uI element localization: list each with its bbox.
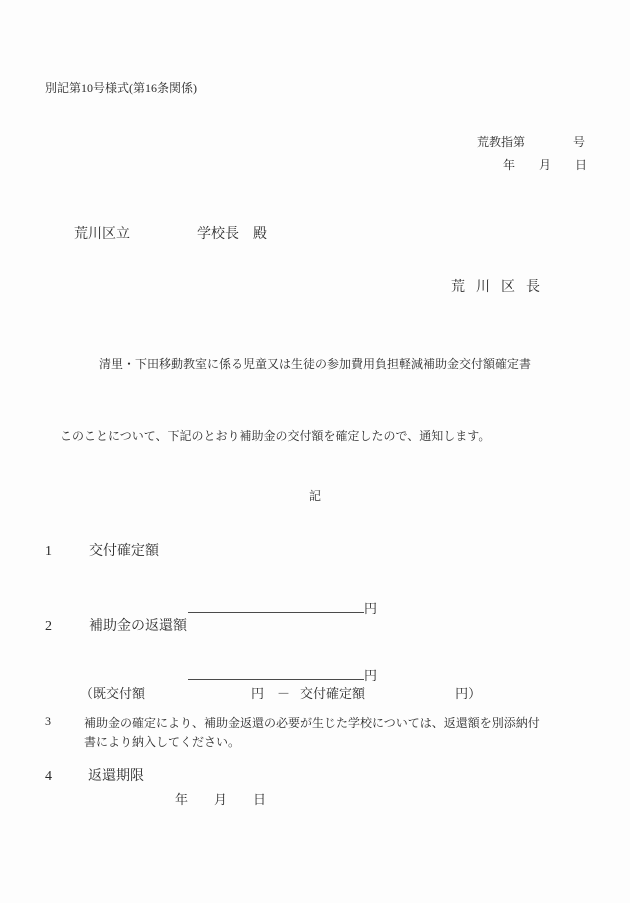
addressee-org: 荒川区立: [74, 227, 130, 242]
body-text: このことについて、下記のとおり補助金の交付額を確定したので、通知します。: [60, 429, 491, 443]
header-date: 年 月 日: [502, 158, 587, 172]
breakdown-label2: 交付確定額: [300, 686, 366, 701]
document-title: 清里・下田移動教室に係る児童又は生徒の参加費用負担軽減補助金交付額確定書: [98, 357, 531, 371]
item2-label: 補助金の返還額: [89, 619, 187, 634]
item1-unit: 円: [364, 601, 378, 616]
item4-label: 返還期限: [88, 769, 144, 784]
item4-number: 4: [45, 769, 52, 784]
breakdown-blank2: [365, 697, 455, 698]
sender-name: 荒川区長: [451, 280, 551, 295]
item4-date: 年 月 日: [175, 792, 267, 807]
record-marker: 記: [308, 489, 321, 503]
item1-number: 1: [45, 544, 52, 559]
breakdown-unit1: 円: [251, 686, 265, 701]
addressee-recipient: 学校長 殿: [197, 227, 267, 242]
breakdown-minus: －: [277, 686, 291, 701]
item1-amount-line: [175, 584, 377, 631]
item2-number: 2: [45, 619, 52, 634]
addressee-blank-space: [130, 237, 197, 238]
addressee-line: [60, 211, 267, 259]
breakdown-blank1: [145, 697, 251, 698]
breakdown-close: 円）: [455, 686, 482, 701]
document-number: 荒教指第 号: [476, 135, 585, 149]
item1-amount-blank: [188, 599, 364, 613]
form-number: 別記第10号様式(第16条関係): [45, 81, 197, 95]
breakdown-open: （既交付額: [80, 686, 146, 701]
item3-number: 3: [45, 714, 51, 728]
item2-breakdown-line: [67, 671, 481, 716]
item2-unit: 円: [364, 668, 378, 683]
breakdown-gap2: [290, 697, 300, 698]
breakdown-gap1: [264, 697, 277, 698]
item3-text: 補助金の確定により、補助金返還の必要が生じた学校については、返還額を別添納付書により納入してください。: [84, 716, 540, 749]
item1-label: 交付確定額: [89, 544, 159, 559]
